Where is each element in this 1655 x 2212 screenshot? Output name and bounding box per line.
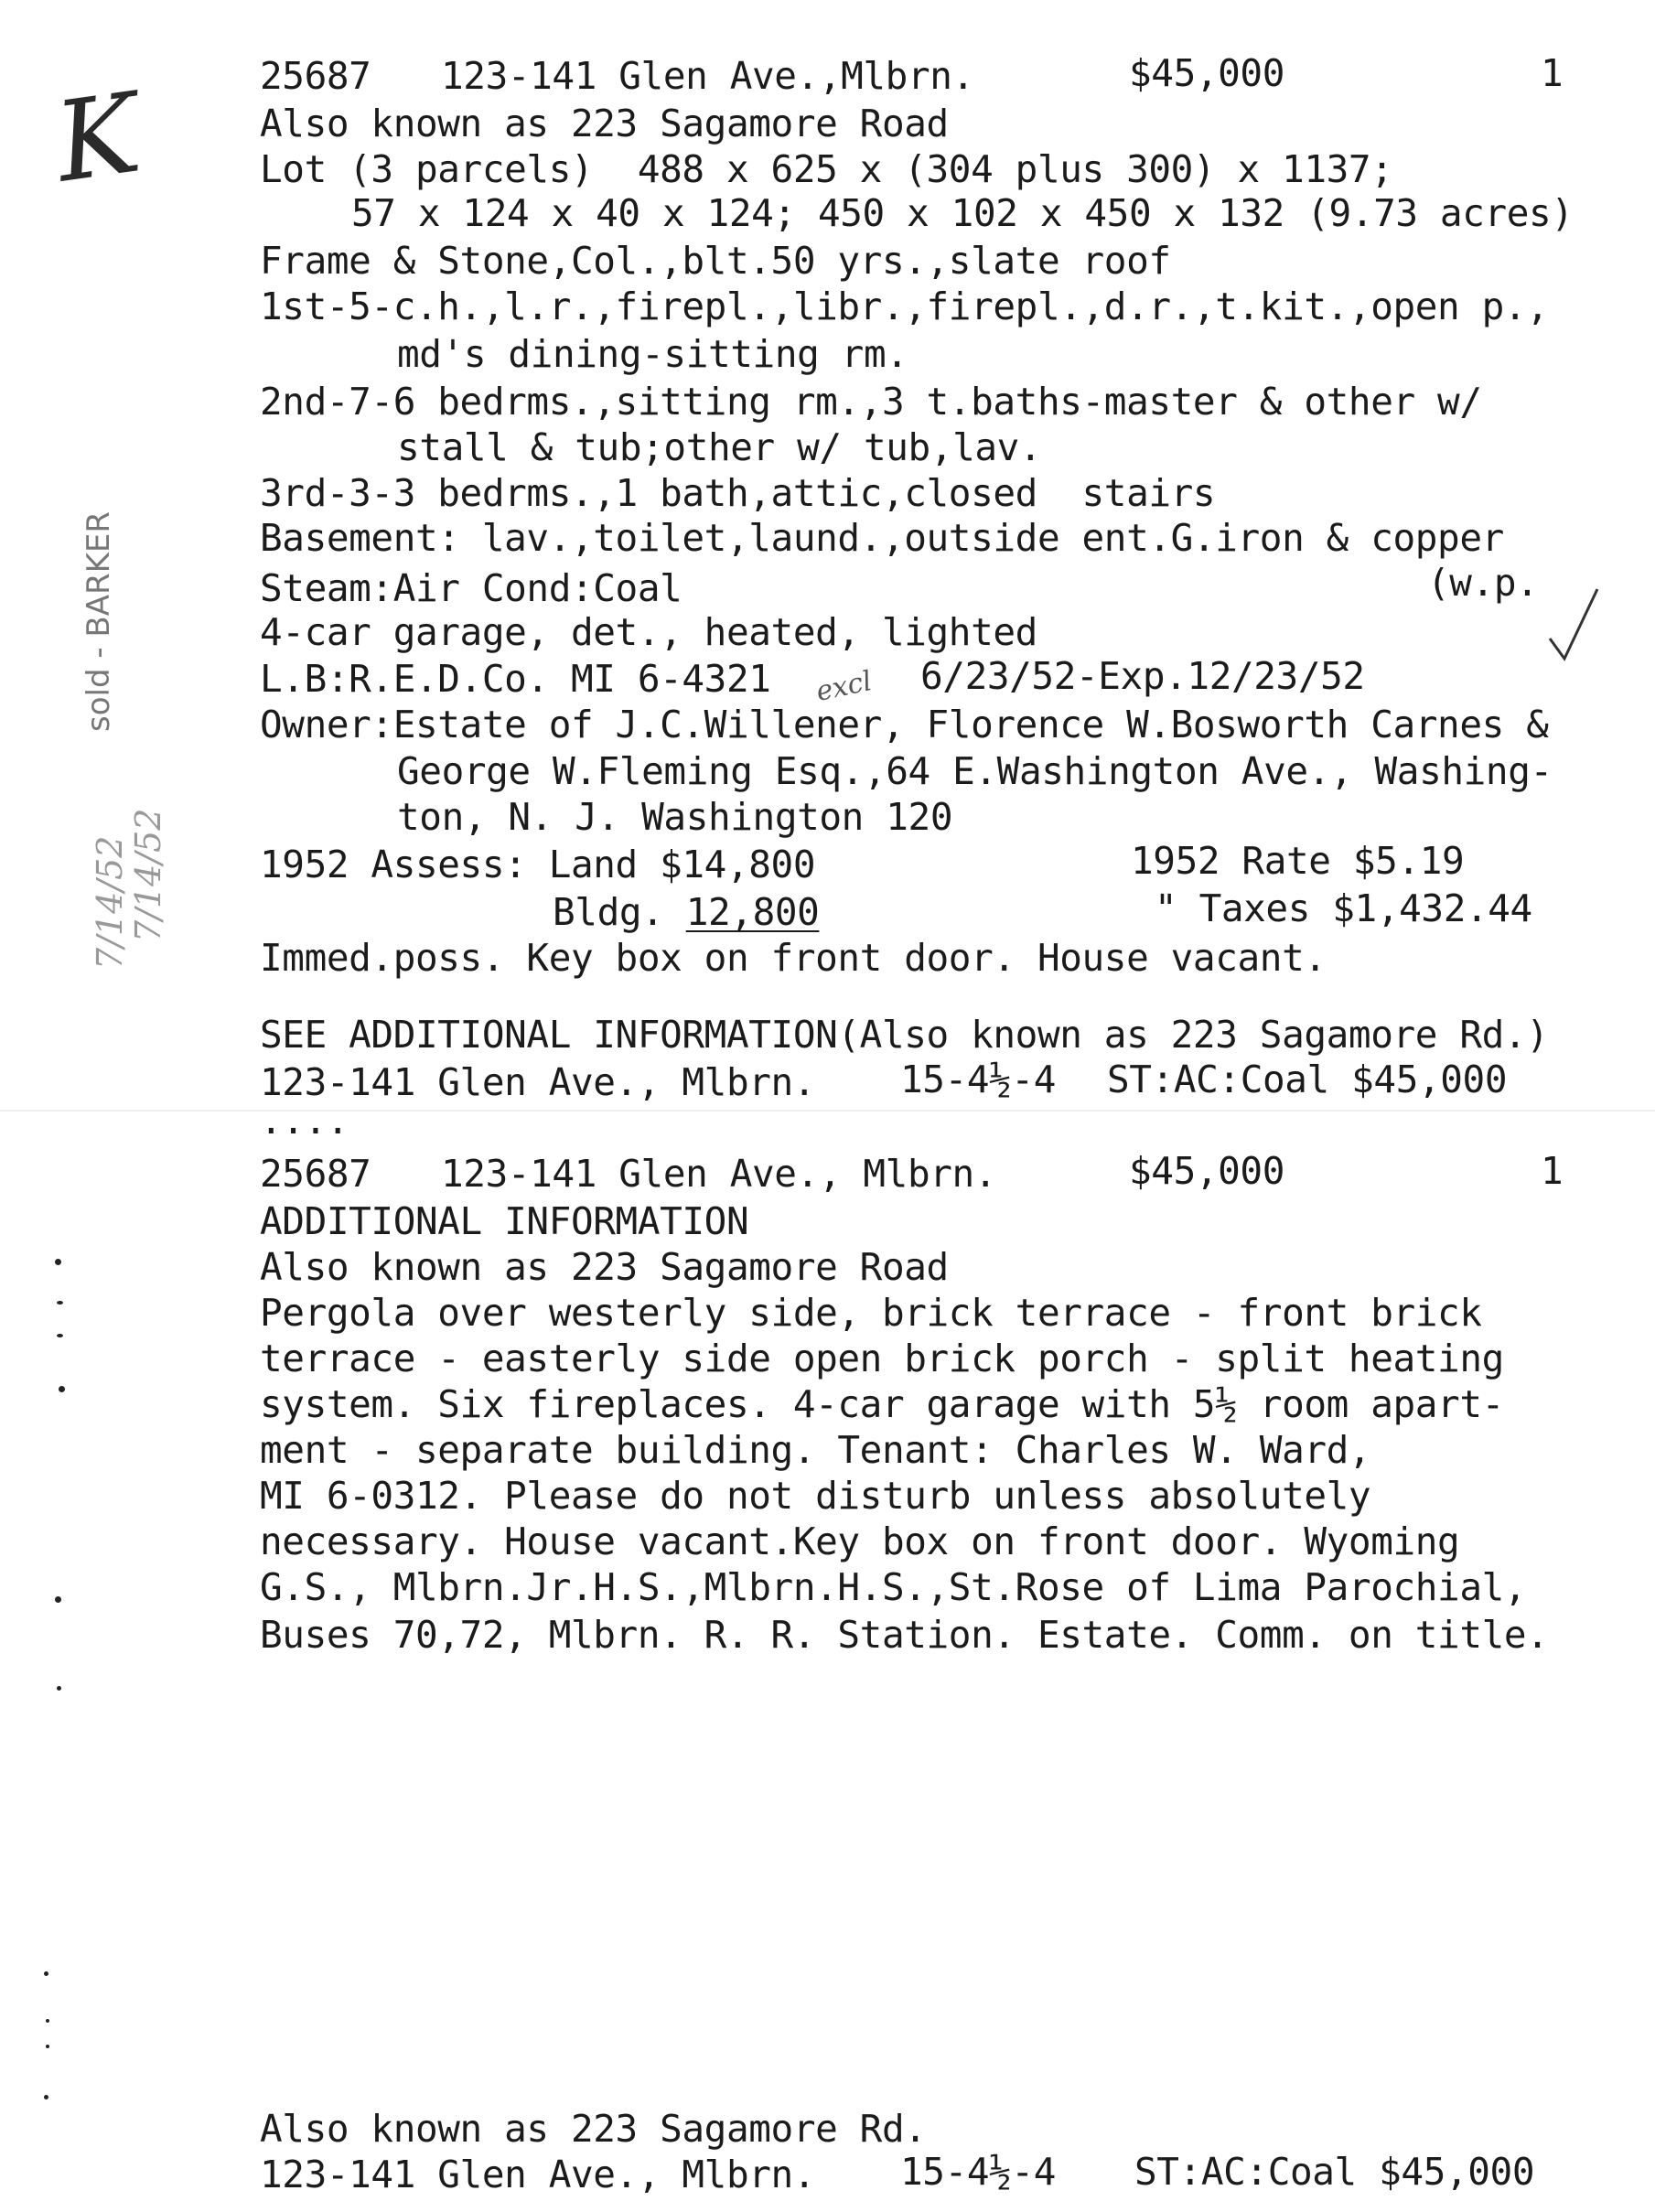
margin-date-1: 7/14/52 — [90, 835, 130, 970]
card1-address: 123-141 Glen Ave.,Mlbrn. — [441, 54, 974, 98]
card1-line-listing-broker: L.B:R.E.D.Co. MI 6-4321 — [260, 657, 771, 701]
card1-line-assess-building — [553, 889, 819, 935]
card1-line-taxes: " Taxes $1,432.44 — [1155, 886, 1532, 930]
footer-address: 123-141 Glen Ave., Mlbrn. — [260, 2153, 816, 2196]
card1-line-owner-3: ton, N. J. Washington 120 — [397, 795, 953, 839]
margin-dot — [55, 1596, 61, 1603]
card1-summary-heat-price: ST:AC:Coal $45,000 — [1107, 1058, 1508, 1101]
card1-summary-rooms: 15-4½-4 — [900, 1058, 1056, 1101]
card1-price: $45,000 — [1129, 51, 1284, 95]
card1-line-second-floor: 2nd-7-6 bedrms.,sitting rm.,3 t.baths-master & other w/ — [260, 380, 1482, 424]
card-fold-line — [0, 1110, 1655, 1111]
card2-line-5: MI 6-0312. Please do not disturb unless absolutely — [260, 1474, 1371, 1518]
footer-aka: Also known as 223 Sagamore Rd. — [260, 2107, 927, 2151]
margin-sold-stamp: sold - BARKER — [81, 510, 117, 732]
card1-line-see-additional: SEE ADDITIONAL INFORMATION(Also known as 223 Sagamore Rd.) — [260, 1013, 1549, 1057]
bldg-label: Bldg. — [553, 890, 686, 934]
margin-dot — [57, 1334, 63, 1337]
margin-dot — [46, 2019, 49, 2023]
margin-dot — [44, 2095, 48, 2099]
footer-rooms: 15-4½-4 — [900, 2150, 1056, 2194]
card1-line-lot: Lot (3 parcels) 488 x 625 x (304 plus 300) x 1137; — [260, 147, 1393, 191]
check-mark-icon — [1546, 585, 1601, 668]
card1-line-construction: Frame & Stone,Col.,blt.50 yrs.,slate roof — [260, 239, 1171, 283]
card1-line-garage: 4-car garage, det., heated, lighted — [260, 610, 1037, 654]
card1-line-first-floor-2: md's dining-sitting rm. — [397, 332, 908, 376]
card1-summary-address: 123-141 Glen Ave., Mlbrn. — [260, 1060, 816, 1104]
inline-handwritten-note: excl — [813, 665, 876, 708]
card1-line-heating: Steam:Air Cond:Coal — [260, 566, 682, 610]
margin-dot — [44, 1971, 48, 1976]
card1-page-number: 1 — [1541, 51, 1564, 95]
card1-line-aka: Also known as 223 Sagamore Road — [260, 102, 949, 145]
card1-line-owner-2: George W.Fleming Esq.,64 E.Washington Ave., Washing- — [397, 749, 1553, 793]
corner-handwritten-mark: K — [48, 70, 147, 208]
card2-line-7: G.S., Mlbrn.Jr.H.S.,Mlbrn.H.S.,St.Rose of Lima Parochial, — [260, 1565, 1527, 1609]
card1-line-basement: Basement: lav.,toilet,laund.,outside ent.G.iron & copper — [260, 516, 1504, 560]
card2-line-6: necessary. House vacant.Key box on front door. Wyoming — [260, 1519, 1460, 1563]
card1-line-rate: 1952 Rate $5.19 — [1131, 839, 1465, 883]
margin-dot — [59, 1386, 65, 1392]
card2-line-2: terrace - easterly side open brick porch - split heating — [260, 1337, 1504, 1380]
footer-heat-price: ST:AC:Coal $45,000 — [1134, 2150, 1535, 2194]
card2-page-number: 1 — [1541, 1149, 1564, 1193]
separator-dots: .... — [260, 1099, 349, 1143]
card2-price: $45,000 — [1129, 1149, 1284, 1193]
card1-line-listing-dates: 6/23/52-Exp.12/23/52 — [920, 654, 1365, 698]
card1-line-first-floor: 1st-5-c.h.,l.r.,firepl.,libr.,firepl.,d.r.,t.kit.,open p., — [260, 285, 1549, 328]
card1-line-assess-land: 1952 Assess: Land $14,800 — [260, 843, 816, 886]
card1-line-third-floor: 3rd-3-3 bedrms.,1 bath,attic,closed stairs — [260, 471, 1216, 515]
card2-line-aka: Also known as 223 Sagamore Road — [260, 1245, 949, 1289]
margin-dot — [57, 1686, 61, 1691]
card1-line-water-pipe: (w.p. — [1427, 561, 1539, 605]
margin-date-2: 7/14/52 — [128, 808, 168, 942]
card2-address: 123-141 Glen Ave., Mlbrn. — [441, 1152, 997, 1196]
card1-id: 25687 — [260, 54, 371, 98]
card1-line-owner: Owner:Estate of J.C.Willener, Florence W.Bosworth Carnes & — [260, 703, 1549, 746]
card2-heading: ADDITIONAL INFORMATION — [260, 1199, 749, 1243]
margin-dot — [55, 1259, 61, 1265]
card2-line-8: Buses 70,72, Mlbrn. R. R. Station. Estate. Comm. on title. — [260, 1613, 1549, 1657]
card2-line-1: Pergola over westerly side, brick terrace - front brick — [260, 1291, 1482, 1335]
margin-dot — [57, 1301, 63, 1305]
card2-line-4: ment - separate building. Tenant: Charles W. Ward, — [260, 1428, 1371, 1472]
card2-line-3: system. Six fireplaces. 4-car garage with 5½ room apart- — [260, 1382, 1504, 1426]
card1-line-second-floor-2: stall & tub;other w/ tub,lav. — [397, 425, 1042, 469]
bldg-value: 12,800 — [685, 890, 820, 934]
card1-line-possession: Immed.poss. Key box on front door. House vacant. — [260, 936, 1327, 980]
margin-dot — [46, 2045, 49, 2048]
card1-line-lot-2: 57 x 124 x 40 x 124; 450 x 102 x 450 x 132 (9.73 acres) — [351, 191, 1574, 235]
card2-id: 25687 — [260, 1152, 371, 1196]
